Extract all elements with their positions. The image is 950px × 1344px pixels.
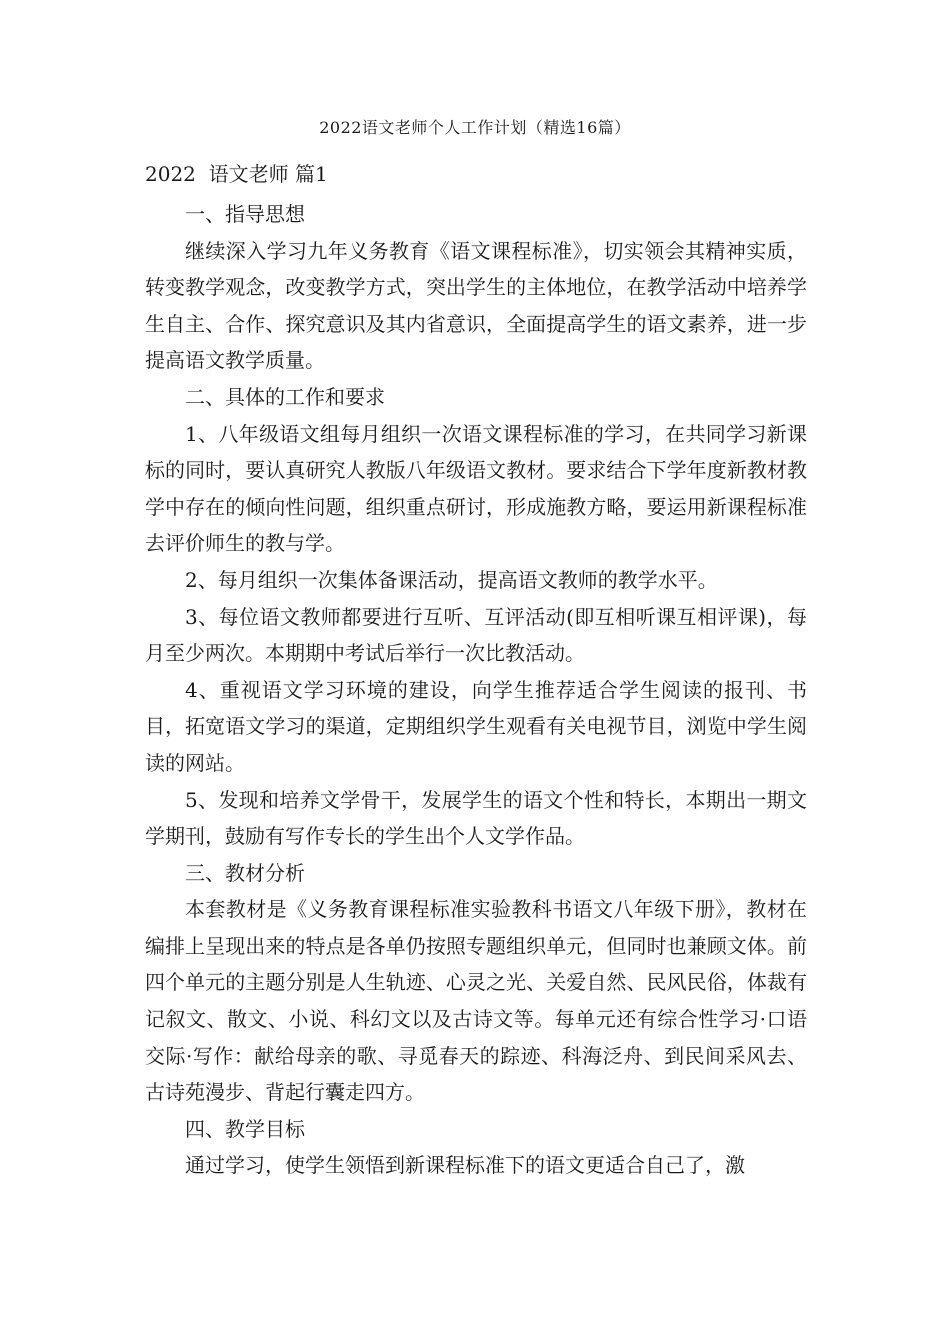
paragraph-requirement-5: 5、发现和培养文学骨干，发展学生的语文个性和特长，本期出一期文学期刊，鼓励有写作专长的学生出个人文学作品。 — [145, 787, 807, 849]
paragraph-requirement-4: 4、重视语文学习环境的建设，向学生推荐适合学生阅读的报刊、书目，拓宽语文学习的渠道，定期组织学生观看有关电视节目，浏览中学生阅读的网站。 — [145, 677, 807, 775]
document-title: 2022语文老师个人工作计划（精选16篇） — [319, 118, 631, 137]
heading-work-requirements: 二、具体的工作和要求 — [185, 384, 385, 409]
paragraph-requirement-1: 1、八年级语文组每月组织一次语文课程标准的学习，在共同学习新课标的同时，要认真研究人教版八年级语文教材。要求结合下学年度新教材教学中存在的倾向性问题，组织重点研讨，形成施教方略，要运用新课程标准去评价师生的教与学。 — [145, 421, 807, 556]
heading-teaching-goals: 四、教学目标 — [185, 1116, 305, 1141]
paragraph-requirement-2: 2、每月组织一次集体备课活动，提高语文教师的教学水平。 — [185, 567, 718, 592]
heading-textbook-analysis: 三、教材分析 — [185, 860, 305, 885]
heading-guiding-ideology: 一、指导思想 — [185, 202, 305, 226]
paragraph-guiding-ideology: 继续深入学习九年义务教育《语文课程标准》，切实领会其精神实质，转变教学观念，改变教学方式，突出学生的主体地位，在教学活动中培养学生自主、合作、探究意识及其内省意识，全面提高学生的语文素养，进一步提高语文教学质量。 — [145, 238, 807, 373]
section-heading: 2022 语文老师 篇1 — [145, 162, 328, 186]
paragraph-teaching-goals: 通过学习，使学生领悟到新课程标准下的语文更适合自己了，激 — [185, 1153, 745, 1178]
paragraph-textbook-analysis: 本套教材是《义务教育课程标准实验教科书语文八年级下册》，教材在编排上呈现出来的特点是各单仍按照专题组织单元，但同时也兼顾文体。前四个单元的主题分别是人生轨迹、心灵之光、关爱自然、民风民俗，体裁有记叙文、散文、小说、科幻文以及古诗文等。每单元还有综合性学习·口语交际·写作：献给母亲的歌、寻觅春天的踪迹、科海泛舟、到民间采风去、古诗苑漫步、背起行囊走四方。 — [145, 897, 807, 1105]
paragraph-requirement-3: 3、每位语文教师都要进行互听、互评活动(即互相听课互相评课)，每月至少两次。本期期中考试后举行一次比教活动。 — [145, 604, 807, 666]
document-body — [145, 196, 807, 1184]
